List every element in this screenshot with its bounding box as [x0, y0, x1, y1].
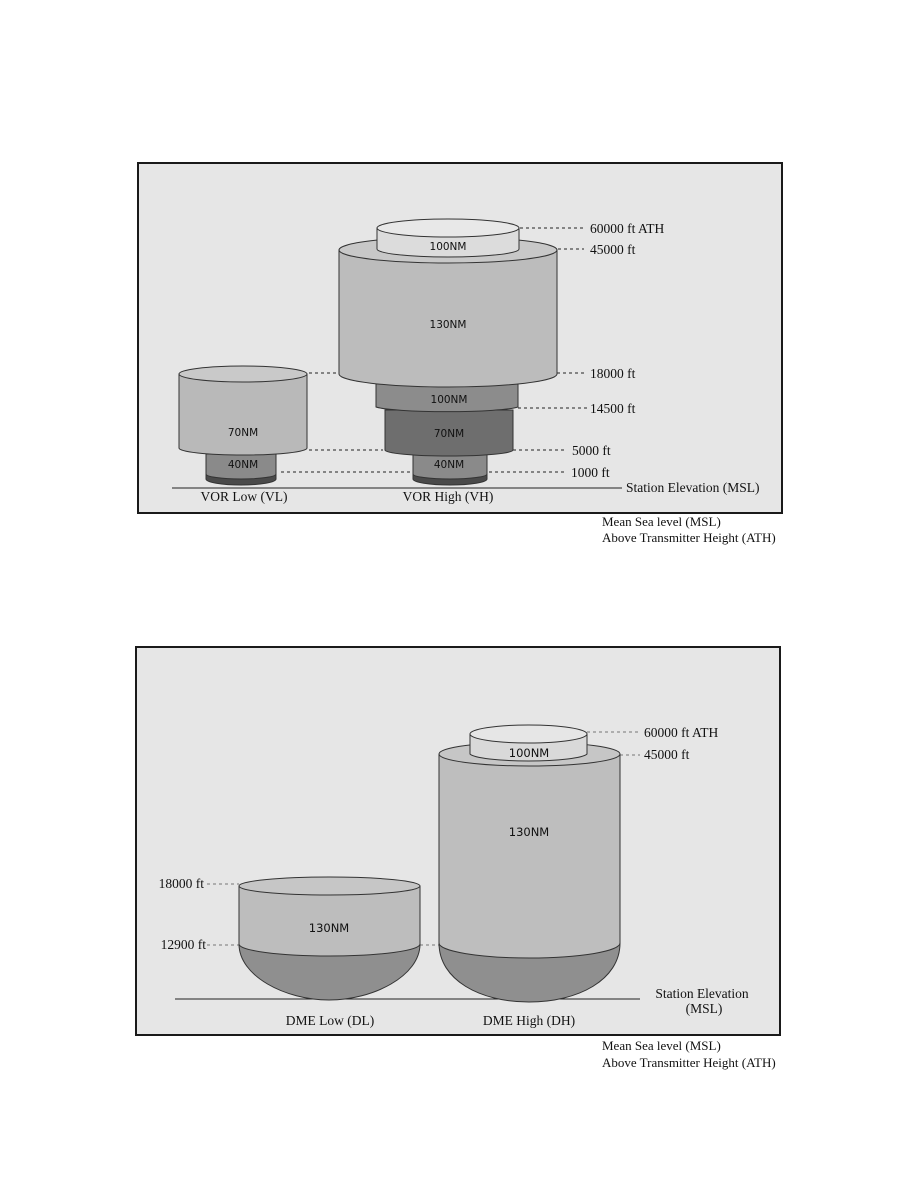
dme-altitude-45000-label: 45000 ft	[644, 747, 690, 762]
dme-diagram	[135, 646, 782, 1037]
dme-altitude-12900-label: 12900 ft	[160, 937, 206, 952]
vor-altitude-14500-label: 14500 ft	[590, 401, 636, 416]
dme-altitude-18000-label: 18000 ft	[158, 876, 204, 891]
dme-high-shape	[439, 725, 620, 1002]
vor-altitude-18000-label: 18000 ft	[590, 366, 636, 381]
vor-note-msl: Mean Sea level (MSL)	[602, 514, 721, 529]
vor-high-caption: VOR High (VH)	[402, 489, 494, 504]
vor-low-70nm-tier	[179, 374, 307, 455]
dme-note-ath: Above Transmitter Height (ATH)	[602, 1055, 776, 1070]
vor-low-40nm-label: 40NM	[227, 459, 259, 471]
dme-high-130nm-label: 130NM	[508, 825, 550, 839]
vor-high-70nm-label: 70NM	[433, 428, 465, 440]
dme-station-elevation-label-line2: (MSL)	[685, 1001, 723, 1016]
dme-low-caption: DME Low (DL)	[285, 1013, 375, 1028]
dme-altitude-60000-label: 60000 ft ATH	[644, 725, 719, 740]
vor-low-70nm-label: 70NM	[227, 427, 259, 439]
vor-altitude-5000-label: 5000 ft	[572, 443, 611, 458]
vor-high-top-100nm-label: 100NM	[429, 241, 467, 253]
dme-low-shape	[239, 877, 420, 1000]
vor-high-130nm-label: 130NM	[429, 319, 467, 331]
vor-diagram	[137, 162, 784, 515]
dme-station-elevation-label-line1: Station Elevation	[655, 986, 749, 1001]
vor-low-caption: VOR Low (VL)	[200, 489, 288, 504]
vor-altitude-1000-label: 1000 ft	[571, 465, 610, 480]
dme-high-top-100nm-label: 100NM	[508, 746, 550, 760]
vor-high-100nm-label: 100NM	[430, 394, 468, 406]
dme-high-130nm-tier	[439, 754, 620, 958]
dme-low-130nm-label: 130NM	[308, 921, 350, 935]
vor-note-ath: Above Transmitter Height (ATH)	[602, 530, 776, 545]
vor-altitude-60000-label: 60000 ft ATH	[590, 221, 665, 236]
vor-high-40nm-label: 40NM	[433, 459, 465, 471]
vor-altitude-45000-label: 45000 ft	[590, 242, 636, 257]
dme-high-caption: DME High (DH)	[482, 1013, 576, 1028]
dme-note-msl: Mean Sea level (MSL)	[602, 1038, 721, 1053]
vor-station-elevation-label: Station Elevation (MSL)	[626, 480, 760, 495]
